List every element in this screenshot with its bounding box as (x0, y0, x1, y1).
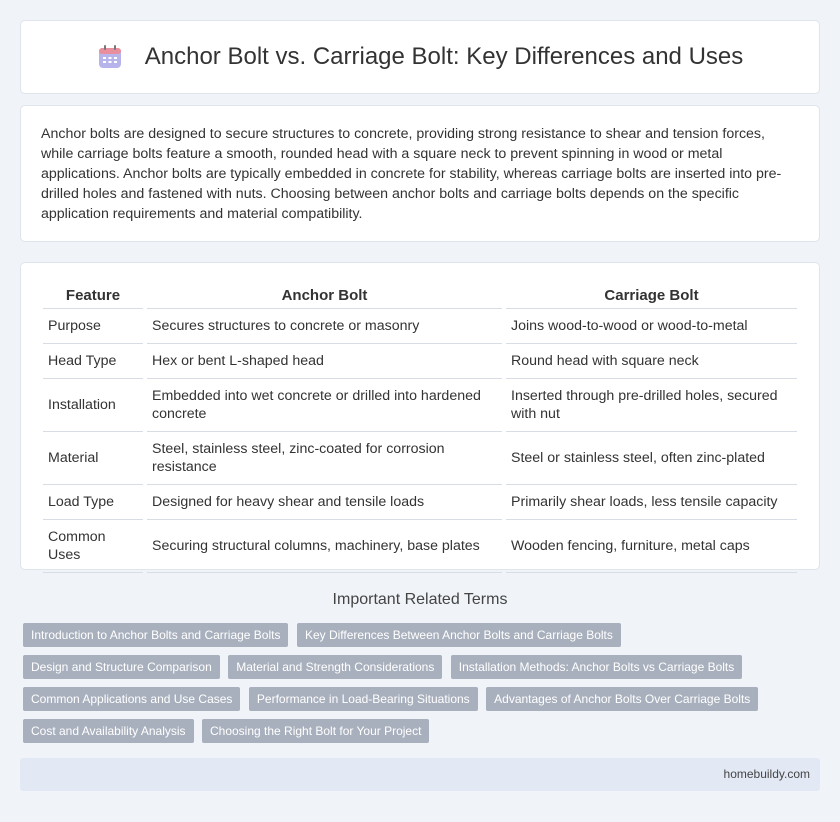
related-term-tag[interactable]: Design and Structure Comparison (23, 655, 220, 679)
related-term-tag[interactable]: Introduction to Anchor Bolts and Carriage Bolts (23, 623, 288, 647)
table-cell-anchor: Secures structures to concrete or masonry (147, 309, 502, 344)
table-row (43, 520, 797, 573)
column-header-carriage-bolt: Carriage Bolt (506, 281, 797, 309)
table-cell-feature: Common Uses (43, 520, 143, 573)
comparison-table (39, 281, 801, 573)
table-cell-carriage: Round head with square neck (506, 344, 797, 379)
table-row (43, 309, 797, 344)
table-cell-feature: Installation (43, 379, 143, 432)
table-cell-carriage: Joins wood-to-wood or wood-to-metal (506, 309, 797, 344)
related-term-tag[interactable]: Material and Strength Considerations (228, 655, 442, 679)
calendar-icon (97, 44, 123, 70)
table-cell-anchor: Embedded into wet concrete or drilled into hardened concrete (147, 379, 502, 432)
page-title: Anchor Bolt vs. Carriage Bolt: Key Differences and Uses (144, 43, 744, 70)
table-cell-anchor: Designed for heavy shear and tensile loads (147, 485, 502, 520)
table-cell-carriage: Inserted through pre-drilled holes, secured with nut (506, 379, 797, 432)
table-row (43, 344, 797, 379)
table-row (43, 432, 797, 485)
related-term-tag[interactable]: Cost and Availability Analysis (23, 719, 194, 743)
table-cell-anchor: Securing structural columns, machinery, base plates (147, 520, 502, 573)
table-cell-feature: Head Type (43, 344, 143, 379)
summary-text: Anchor bolts are designed to secure structures to concrete, providing strong resistance to shear and tension forces, while carriage bolts feature a smooth, rounded head with a square neck to prevent spinning in wood or metal applications. Anchor bolts are typically embedded in concrete for stability, whereas carriage bolts are inserted into pre-drilled holes and fastened with nuts. Choosing between anchor bolts and carriage bolts depends on the specific application requirements and material compatibility. (41, 126, 782, 222)
table-cell-feature: Load Type (43, 485, 143, 520)
related-terms-list (23, 623, 823, 751)
summary-card (20, 105, 820, 242)
related-term-tag[interactable]: Common Applications and Use Cases (23, 687, 240, 711)
header-card (20, 20, 820, 94)
column-header-feature: Feature (43, 281, 143, 309)
table-cell-anchor: Steel, stainless steel, zinc-coated for corrosion resistance (147, 432, 502, 485)
related-term-tag[interactable]: Advantages of Anchor Bolts Over Carriage Bolts (486, 687, 758, 711)
table-header-row (43, 281, 797, 309)
table-row (43, 485, 797, 520)
column-header-anchor-bolt: Anchor Bolt (147, 281, 502, 309)
table-cell-feature: Purpose (43, 309, 143, 344)
table-cell-anchor: Hex or bent L-shaped head (147, 344, 502, 379)
footer (20, 758, 820, 791)
related-term-tag[interactable]: Installation Methods: Anchor Bolts vs Carriage Bolts (451, 655, 742, 679)
footer-site-link[interactable]: homebuildy.com (723, 767, 810, 781)
table-cell-carriage: Wooden fencing, furniture, metal caps (506, 520, 797, 573)
related-term-tag[interactable]: Performance in Load-Bearing Situations (249, 687, 478, 711)
related-term-tag[interactable]: Choosing the Right Bolt for Your Project (202, 719, 429, 743)
table-cell-carriage: Steel or stainless steel, often zinc-plated (506, 432, 797, 485)
related-terms-title: Important Related Terms (332, 591, 508, 608)
table-row (43, 379, 797, 432)
table-cell-carriage: Primarily shear loads, less tensile capacity (506, 485, 797, 520)
comparison-table-card (20, 262, 820, 570)
related-term-tag[interactable]: Key Differences Between Anchor Bolts and Carriage Bolts (297, 623, 621, 647)
table-cell-feature: Material (43, 432, 143, 485)
